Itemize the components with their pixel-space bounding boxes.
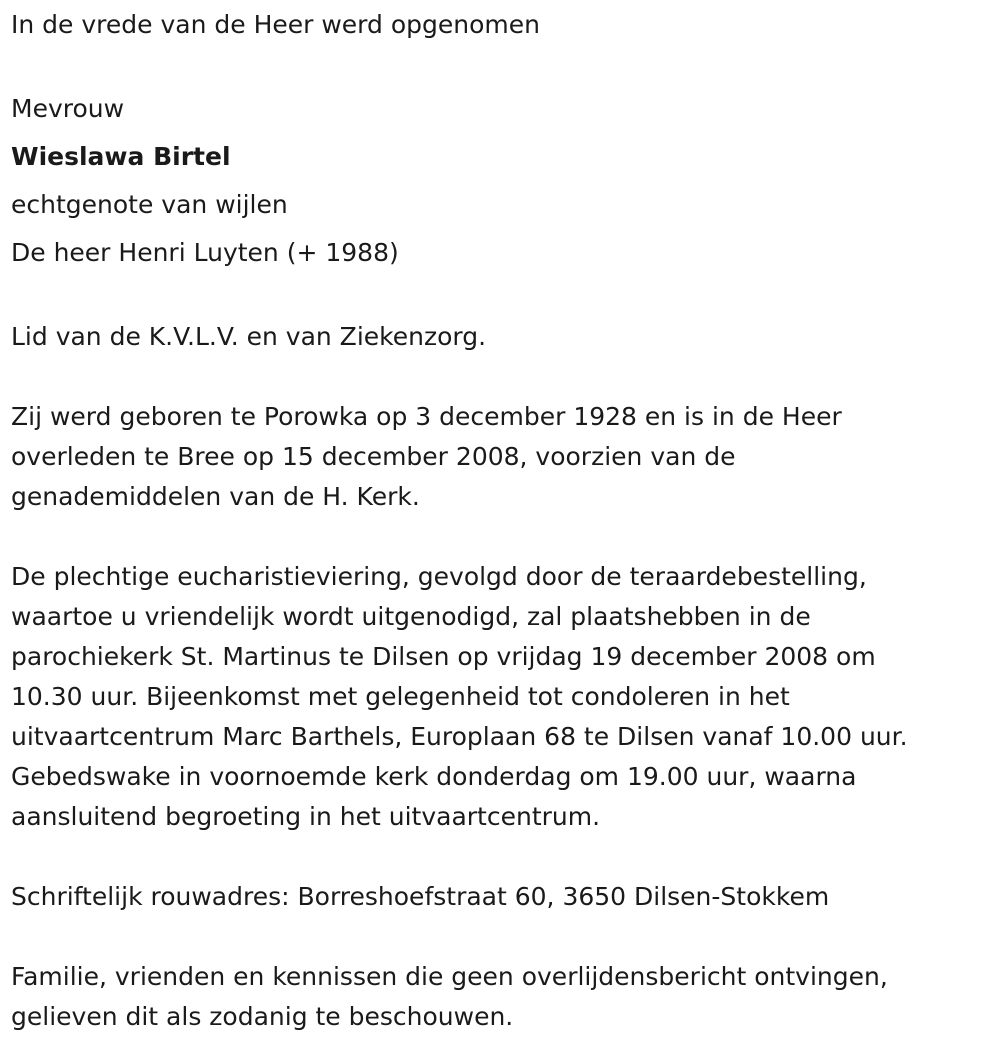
birth-death-paragraph — [11, 397, 991, 517]
paragraph-line: 10.30 uur. Bijeenkomst met gelegenheid tot condoleren in het — [11, 682, 790, 711]
paragraph-line: genademiddelen van de H. Kerk. — [11, 482, 420, 511]
paragraph-line: Gebedswake in voornoemde kerk donderdag om 19.00 uur, waarna — [11, 762, 857, 791]
paragraph-line: Familie, vrienden en kennissen die geen overlijdensbericht ontvingen, — [11, 962, 888, 991]
deceased-block — [11, 85, 991, 277]
paragraph-line: Zij werd geboren te Porowka op 3 december 1928 en is in de Heer — [11, 402, 842, 431]
closing-paragraph — [11, 957, 991, 1037]
paragraph-line: De plechtige eucharistieviering, gevolgd door de teraardebestelling, — [11, 562, 867, 591]
relation-line: echtgenote van wijlen — [11, 190, 288, 219]
paragraph-line: overleden te Bree op 15 december 2008, voorzien van de — [11, 442, 736, 471]
paragraph-line: parochiekerk St. Martinus te Dilsen op vrijdag 19 december 2008 om — [11, 642, 876, 671]
paragraph-line: gelieven dit als zodanig te beschouwen. — [11, 1002, 514, 1031]
obituary-notice — [11, 5, 991, 1037]
paragraph-line: waartoe u vriendelijk wordt uitgenodigd, zal plaatshebben in de — [11, 602, 811, 631]
membership-line: Lid van de K.V.L.V. en van Ziekenzorg. — [11, 322, 487, 351]
intro-line: In de vrede van de Heer werd opgenomen — [11, 10, 540, 39]
paragraph-line: uitvaartcentrum Marc Barthels, Europlaan 68 te Dilsen vanaf 10.00 uur. — [11, 722, 908, 751]
ceremony-paragraph — [11, 557, 991, 837]
spouse-line: De heer Henri Luyten (+ 1988) — [11, 238, 399, 267]
deceased-name: Wieslawa Birtel — [11, 142, 231, 171]
title-line: Mevrouw — [11, 94, 125, 123]
address-line: Schriftelijk rouwadres: Borreshoefstraat 60, 3650 Dilsen-Stokkem — [11, 882, 830, 911]
paragraph-line: aansluitend begroeting in het uitvaartcentrum. — [11, 802, 601, 831]
